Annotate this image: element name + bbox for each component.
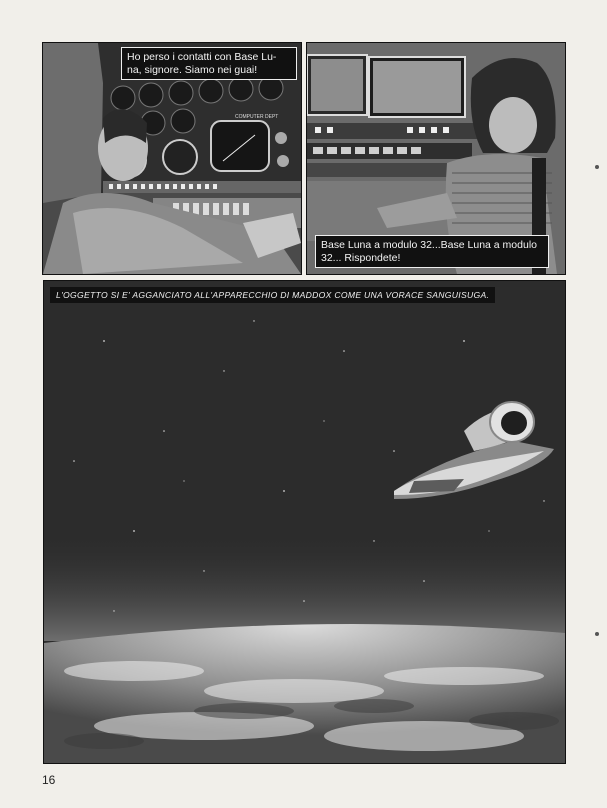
- narration-caption: L'OGGETTO SI E' AGGANCIATO ALL'APPARECCHIO DI MADDOX COME UNA VORACE SANGUISUGA.: [50, 287, 495, 303]
- panel-space-scene: [43, 280, 566, 764]
- speech-bubble-pilot: [121, 47, 297, 80]
- panel-label: COMPUTER DEPT: [235, 114, 279, 120]
- page-number: 16: [42, 773, 56, 787]
- speech-line: 32... Rispondete!: [321, 251, 401, 264]
- speech-line: Ho perso i contatti con Base Lu-: [127, 51, 277, 63]
- speech-line: Base Luna a modulo 32...Base Luna a modulo: [321, 239, 537, 251]
- scan-mark: [595, 632, 599, 636]
- panel-cockpit: [42, 42, 302, 275]
- speech-line: na, signore. Siamo nei guai!: [127, 63, 258, 76]
- panel-monitors: [306, 42, 566, 275]
- speech-bubble-operator: [315, 235, 549, 268]
- space-illustration: [44, 281, 565, 763]
- scan-mark: [595, 165, 599, 169]
